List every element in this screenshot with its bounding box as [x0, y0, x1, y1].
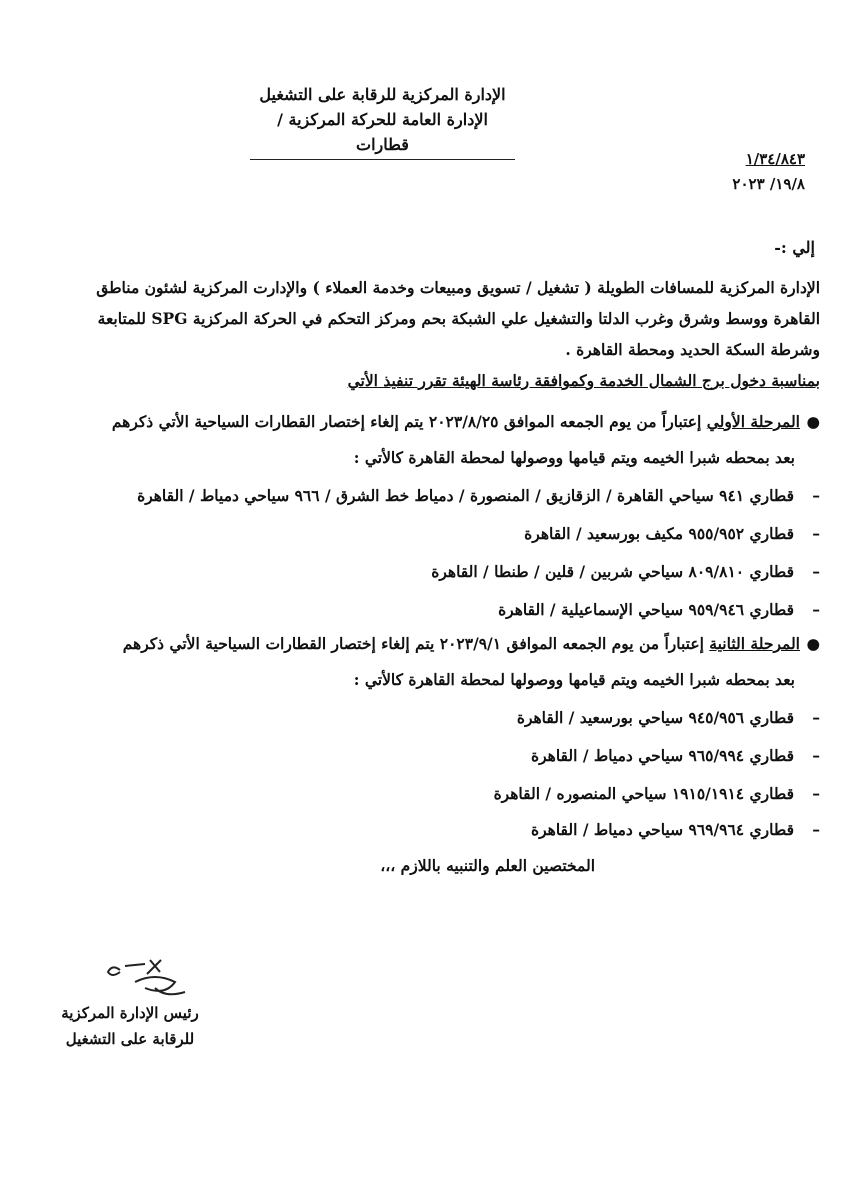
signature-block — [60, 1000, 200, 1052]
bullet-icon: ● — [806, 412, 820, 431]
train-item: –قطاري ٩٥٥/٩٥٢ مكيف بورسعيد / القاهرة — [524, 524, 820, 543]
reference-date: ١٩/٨/ ٢٠٢٣ — [732, 175, 805, 193]
train-item: –قطاري ٩٦٥/٩٩٤ سياحي دمياط / القاهرة — [530, 746, 820, 765]
recipients-line: الإدارة المركزية للمسافات الطويلة ( تشغيل / تسويق ومبيعات وخدمة العملاء ) والإدارت المركزية لشئون مناطق — [96, 278, 820, 297]
to-label: إلي :- — [774, 238, 815, 257]
recipients — [50, 272, 820, 396]
letterhead — [250, 82, 515, 160]
phase-1-label: المرحلة الأولي — [706, 412, 800, 431]
train-item: –قطاري ٩٤١ سياحي القاهرة / الزقازيق / المنصورة / دمياط خط الشرق / ٩٦٦ سياحي دمياط / القاهرة — [137, 486, 820, 505]
reference-number: ١/٣٤/٨٤٣ — [745, 150, 805, 168]
signatory-department: للرقابة على التشغيل — [65, 1030, 195, 1048]
train-item: –قطاري ٩٥٩/٩٤٦ سياحي الإسماعيلية / القاهرة — [498, 600, 820, 619]
header-line-1: الإدارة المركزية للرقابة على التشغيل — [259, 85, 506, 104]
train-item: –قطاري ٨٠٩/٨١٠ سياحي شربين / قلين / طنطا / القاهرة — [431, 562, 820, 581]
phase-2-heading — [40, 634, 820, 653]
closing-line: المختصين العلم والتنبيه باللازم ،،، — [380, 856, 595, 875]
recipients-line: القاهرة ووسط وشرق وغرب الدلتا والتشغيل علي الشبكة بحم ومركز التحكم في الحركة المركزية SPG للمتابعة — [97, 309, 820, 328]
recipients-line: وشرطة السكة الحديد ومحطة القاهرة . — [565, 340, 820, 359]
phase-2-text: إعتباراً من يوم الجمعه الموافق ٢٠٢٣/٩/١ يتم إلغاء إختصار القطارات السياحية الأتي ذكرهم — [122, 634, 710, 653]
phase-1-text-2: بعد بمحطه شبرا الخيمه ويتم قيامها ووصولها لمحطة القاهرة كالأتي : — [353, 448, 795, 467]
train-item: –قطاري ١٩١٥/١٩١٤ سياحي المنصوره / القاهرة — [493, 784, 820, 803]
handwritten-signature — [95, 952, 195, 1007]
header-line-2: الإدارة العامة للحركة المركزية / قطارات — [250, 107, 515, 160]
phase-2-text-2: بعد بمحطه شبرا الخيمه ويتم قيامها ووصولها لمحطة القاهرة كالأتي : — [353, 670, 795, 689]
phase-2-label: المرحلة الثانية — [709, 634, 800, 653]
bullet-icon: ● — [806, 634, 820, 653]
signatory-title: رئيس الإدارة المركزية — [61, 1004, 199, 1022]
train-item: –قطاري ٩٤٥/٩٥٦ سياحي بورسعيد / القاهرة — [516, 708, 820, 727]
intro-line: بمناسبة دخول برج الشمال الخدمة وكموافقة رئاسة الهيئة تقرر تنفيذ الأتي — [347, 371, 820, 390]
phase-1-heading — [40, 412, 820, 431]
train-item: –قطاري ٩٦٩/٩٦٤ سياحي دمياط / القاهرة — [530, 820, 820, 839]
phase-1-text: إعتباراً من يوم الجمعه الموافق ٢٠٢٣/٨/٢٥ يتم إلغاء إختصار القطارات السياحية الأتي ذكرهم — [111, 412, 707, 431]
